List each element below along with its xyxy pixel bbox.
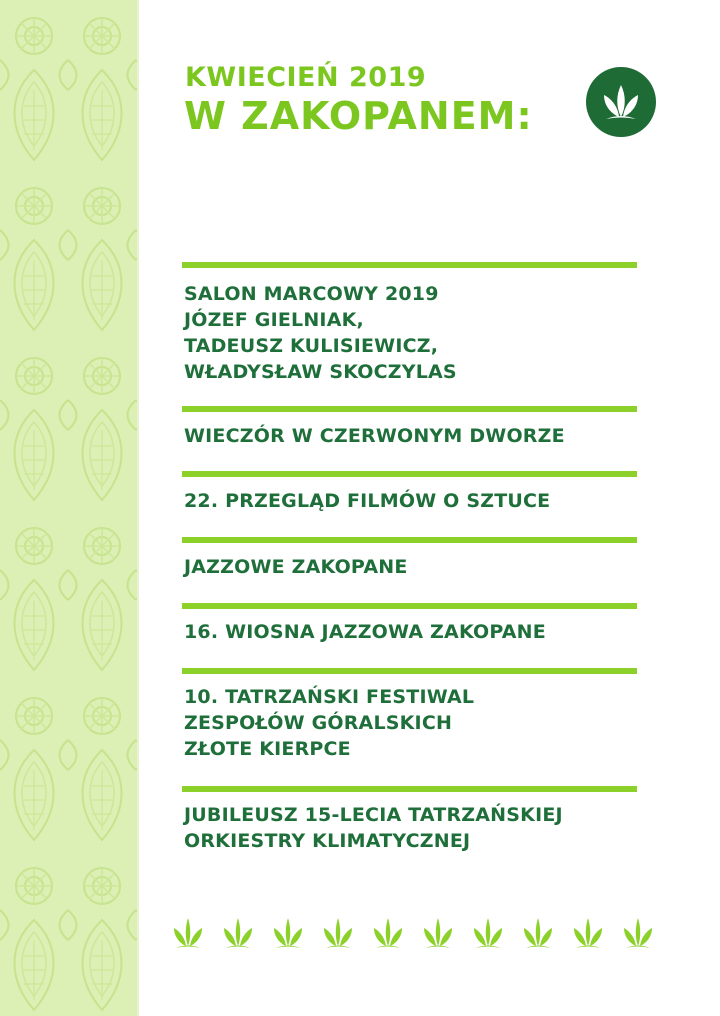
folk-pattern-illustration [0,0,137,1016]
sprout-icon [368,912,408,952]
event-line: JUBILEUSZ 15-LECIA TATRZAŃSKIEJ [184,804,563,826]
sprout-icon [268,912,308,952]
divider-7 [182,786,637,792]
event-line: ZESPOŁÓW GÓRALSKICH [184,712,453,734]
sprout-icon [568,912,608,952]
event-line: 22. PRZEGLĄD FILMÓW O SZTUCE [184,490,551,512]
sprout-icon [618,912,658,952]
event-item-wiosna-jazzowa [184,619,644,645]
event-line: JAZZOWE ZAKOPANE [184,556,408,578]
event-item-zlote-kierpce [184,684,644,762]
divider-1 [182,262,637,268]
sprout-icon [518,912,558,952]
event-item-przeglad-filmow [184,488,644,514]
event-line: SALON MARCOWY 2019 [184,283,439,305]
divider-6 [182,668,637,674]
event-line: 16. WIOSNA JAZZOWA ZAKOPANE [184,621,546,643]
event-line: ZŁOTE KIERPCE [184,738,351,760]
sprout-icon [218,912,258,952]
event-line: WIECZÓR W CZERWONYM DWORZE [184,425,565,447]
sprout-icon [168,912,208,952]
event-line: TADEUSZ KULISIEWICZ, [184,335,439,357]
event-line: ORKIESTRY KLIMATYCZNEJ [184,830,471,852]
sprout-ornament-row [168,912,658,954]
sprout-icon [318,912,358,952]
divider-3 [182,471,637,477]
sprout-icon [468,912,508,952]
event-item-salon-marcowy [184,281,644,385]
event-line: 10. TATRZAŃSKI FESTIWAL [184,686,475,708]
sprout-logo-icon [586,67,656,137]
event-item-jazzowe-zakopane [184,554,644,580]
sprout-icon [418,912,458,952]
side-panel-edge [137,0,139,1016]
divider-4 [182,537,637,543]
title-line-place: W ZAKOPANEM: [184,94,533,138]
event-line: WŁADYSŁAW SKOCZYLAS [184,361,457,383]
divider-5 [182,603,637,609]
event-item-jubileusz [184,802,644,854]
title-line-month: KWIECIEŃ 2019 [185,62,427,93]
event-line: JÓZEF GIELNIAK, [184,309,364,331]
event-item-wieczor [184,423,644,449]
divider-2 [182,406,637,412]
decorative-side-panel [0,0,137,1016]
